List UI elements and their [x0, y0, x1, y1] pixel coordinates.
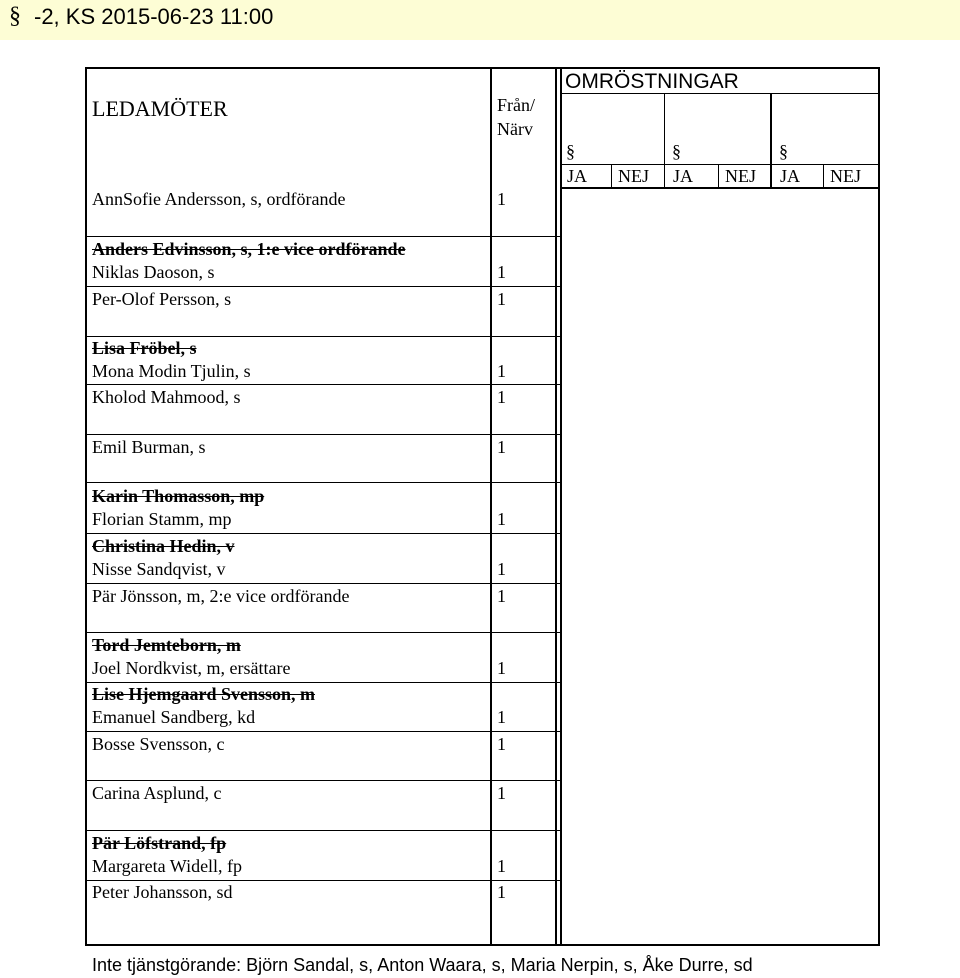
member-present: 1	[497, 437, 506, 457]
row-separator	[85, 632, 560, 633]
member-name-struck: Christina Hedin, v	[92, 536, 235, 556]
table-border-left	[85, 67, 87, 946]
member-name: Bosse Svensson, c	[92, 734, 225, 754]
member-present: 1	[497, 262, 506, 282]
member-name: Joel Nordkvist, m, ersättare	[92, 658, 291, 678]
member-present: 1	[497, 586, 506, 606]
member-present: 1	[497, 856, 506, 876]
votes-column-divider	[611, 164, 612, 188]
member-present: 1	[497, 189, 506, 209]
votes-heading: OMRÖSTNINGAR	[565, 70, 739, 93]
vote-section-mark: §	[672, 141, 681, 161]
member-present: 1	[497, 289, 506, 309]
member-name: Emil Burman, s	[92, 437, 206, 457]
row-separator	[85, 731, 560, 732]
row-separator	[85, 583, 560, 584]
vote-yes-label: JA	[780, 166, 801, 186]
column-divider	[560, 67, 562, 944]
member-present: 1	[497, 387, 506, 407]
members-heading: LEDAMÖTER	[92, 96, 228, 121]
member-name: Peter Johansson, sd	[92, 882, 233, 902]
member-present: 1	[497, 361, 506, 381]
member-name: Niklas Daoson, s	[92, 262, 215, 282]
table-border-top	[85, 67, 880, 69]
row-separator	[85, 286, 560, 287]
row-separator	[85, 880, 560, 881]
vote-yes-label: JA	[673, 166, 694, 186]
column-divider	[490, 67, 492, 944]
member-name: Margareta Widell, fp	[92, 856, 243, 876]
member-present: 1	[497, 658, 506, 678]
member-name-struck: Lise Hjemgaard Svensson, m	[92, 684, 316, 704]
member-present: 1	[497, 559, 506, 579]
table-border-right	[878, 67, 880, 946]
member-name-struck: Karin Thomasson, mp	[92, 486, 265, 506]
document-header	[0, 0, 960, 40]
member-present: 1	[497, 882, 506, 902]
member-present: 1	[497, 734, 506, 754]
vote-no-label: NEJ	[725, 166, 756, 186]
member-name-struck: Pär Löfstrand, fp	[92, 833, 227, 853]
member-name: Mona Modin Tjulin, s	[92, 361, 251, 381]
vote-no-label: NEJ	[618, 166, 649, 186]
row-separator	[85, 830, 560, 831]
present-heading: Närv	[497, 119, 533, 139]
row-separator	[85, 682, 560, 683]
vote-section-mark: §	[779, 141, 788, 161]
member-name: Nisse Sandqvist, v	[92, 559, 226, 579]
member-present: 1	[497, 783, 506, 803]
member-name-struck: Anders Edvinsson, s, 1:e vice ordförande	[92, 239, 406, 259]
row-separator	[85, 384, 560, 385]
non-serving-note: Inte tjänstgörande: Björn Sandal, s, Anton Waara, s, Maria Nerpin, s, Åke Durre, sd	[92, 955, 753, 975]
table-border-bottom	[85, 944, 880, 946]
column-divider	[555, 67, 557, 944]
member-present: 1	[497, 509, 506, 529]
member-name: Kholod Mahmood, s	[92, 387, 241, 407]
from-heading: Från/	[497, 95, 535, 115]
member-name: Carina Asplund, c	[92, 783, 222, 803]
member-name-struck: Tord Jemteborn, m	[92, 635, 241, 655]
member-name: Pär Jönsson, m, 2:e vice ordförande	[92, 586, 350, 606]
vote-section-mark: §	[566, 141, 575, 161]
member-name: AnnSofie Andersson, s, ordförande	[92, 189, 346, 209]
section-mark: §	[9, 3, 21, 29]
vote-no-label: NEJ	[830, 166, 861, 186]
row-separator	[85, 533, 560, 534]
row-separator	[85, 434, 560, 435]
row-separator	[85, 780, 560, 781]
member-name: Florian Stamm, mp	[92, 509, 232, 529]
member-name: Per-Olof Persson, s	[92, 289, 232, 309]
vote-yes-label: JA	[567, 166, 588, 186]
votes-column-divider	[718, 164, 719, 188]
member-name: Emanuel Sandberg, kd	[92, 707, 256, 727]
document-title: -2, KS 2015-06-23 11:00	[34, 4, 274, 29]
member-name-struck: Lisa Fröbel, s	[92, 338, 197, 358]
member-present: 1	[497, 707, 506, 727]
votes-group-divider	[770, 93, 772, 189]
votes-column-divider	[823, 164, 824, 188]
row-separator	[85, 336, 560, 337]
row-separator	[85, 236, 560, 237]
votes-header-divider	[562, 187, 880, 189]
votes-header-divider	[562, 164, 880, 165]
votes-group-divider	[664, 93, 665, 189]
row-separator	[85, 482, 560, 483]
